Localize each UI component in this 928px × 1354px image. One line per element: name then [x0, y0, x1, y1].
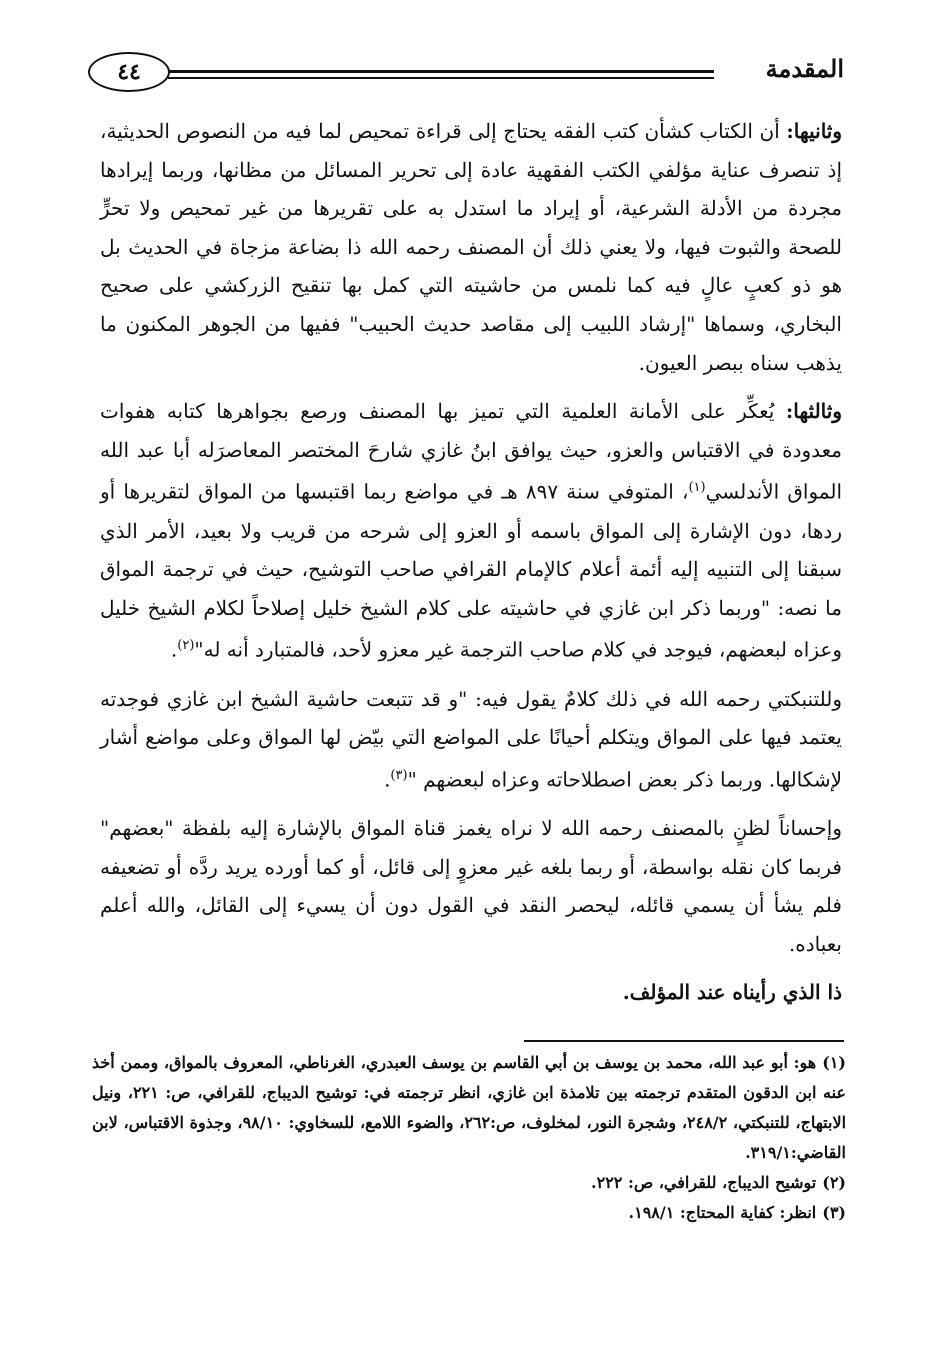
page-number: ٤٤ [117, 59, 141, 85]
paragraph-text: أن الكتاب كشأن كتب الفقه يحتاج إلى قراءة تمحيص لما فيه من النصوص الحديثية، إذ تنصرف عناية مؤلفي الكتب الفقهية عادة إلى تحرير المسائل من مظانها، وربما إيرادها مجردة من الأدلة الشرعية، أو إيراد ما استدل به على تقريرها من غير تمحيص ولا تحرٍّ للصحة والثبوت فيها، ولا يعني ذلك أن المصنف رحمه الله ذا بضاعة مزجاة في الحديث بل هو ذو كعبٍ عالٍ فيه كما نلمس من حاشيته التي كمل بها تنقيح الزركشي على صحيح البخاري، وسماها "إرشاد اللبيب إلى مقاصد حديث الحبيب" ففيها من الجوهر المكنون ما يذهب سناه ببصر العيون. [100, 119, 842, 375]
paragraph-lead: وثالثها: [785, 399, 842, 424]
paragraph [100, 680, 842, 799]
footnote-number: (٣) [822, 1203, 846, 1222]
footnote [92, 1168, 846, 1198]
paragraph [100, 112, 842, 382]
footnote-number: (١) [822, 1053, 846, 1072]
paragraph-lead: وثانيها: [786, 119, 843, 143]
footnote-text: توشيح الديباج، للقرافي، ص: ٢٢٢. [591, 1173, 817, 1192]
paragraph-text: وإحساناً لظنٍ بالمصنف رحمه الله لا نراه يغمز قناة المواق بالإشارة إليه بلفظة "بعضهم" فربما كان نقله بواسطة، أو ربما بلغه غير معزوٍ إلى قائل، أو كما أورده يريد ردَّه أو تضعيفه فلم يشأ أن يسمي قائله، ليحصر النقد في القول دون أن يسيء إلى القائل، والله أعلم بعباده. [100, 816, 842, 956]
paragraph-text: يُعكِّر على الأمانة العلمية التي تميز بها المصنف ورصع بجواهرها كتابه هفوات معدودة في الاقتباس والعزو، حيث يوافق ابنُ غازي شارحَ المختصر المعاصرَله أبا عبد الله المواق الأندلسي [100, 399, 842, 504]
page-title: المقدمة [765, 54, 844, 83]
header-rule [168, 70, 714, 73]
footnotes [92, 1048, 846, 1228]
footnote-number: (٢) [822, 1173, 846, 1192]
paragraph [100, 392, 842, 669]
paragraph-text: ، المتوفي سنة ٨٩٧ هـ في مواضع ربما اقتبسها من المواق لتقريرها أو ردها، دون الإشارة إلى المواق باسمه أو العزو إلى شرحه من قريب ولا بعيد، الأمر الذي سبقنا إلى التنبيه إليه أئمة أعلام كالإمام القرافي صاحب التوشيح، حيث في ترجمة المواق ما نصه: "وربما ذكر ابن غازي في حاشيته على كلام الشيخ خليل إصلاحاً لكلام الشيخ خليل وعزاه لبعضهم، فيوجد في كلام صاحب الترجمة غير معزو لأحد، فالمتبارد أنه له" [100, 480, 842, 663]
page-header [88, 48, 844, 108]
paragraph [100, 973, 842, 1012]
main-text [100, 112, 842, 1022]
paragraph [100, 809, 842, 963]
footnote-marker[interactable]: (١) [688, 480, 706, 496]
footnote-marker[interactable]: (٢) [177, 638, 195, 654]
paragraph-end: . [170, 638, 178, 663]
footnote-marker[interactable]: (٣) [390, 767, 408, 783]
header-rule-thin [168, 77, 714, 79]
footnote-text: انظر: كفاية المحتاج: ١٩٨/١. [628, 1203, 817, 1222]
footnote [92, 1198, 846, 1228]
footnote-separator [524, 1040, 844, 1042]
footnote-text: هو: أبو عبد الله، محمد بن يوسف بن أبي القاسم بن يوسف العبدري، الغرناطي، المعروف بالمواق، وممن أخذ عنه ابن الدقون المتقدم ترجمته بين تلامذة ابن غازي، انظر ترجمته في: توشيح الديباج، للقرافي، ص: ٢٢١، ونيل الابتهاج، للتنبكتي، ٢٤٨/٢، وشجرة النور، لمخلوف، ص:٢٦٢، والضوء اللامع، للسخاوي: ٩٨/١٠، وجذوة الاقتباس، لابن القاضي:٣١٩/١. [92, 1053, 847, 1162]
paragraph-text: وللتنبكتي رحمه الله في ذلك كلامٌ يقول فيه: "و قد تتبعت حاشية الشيخ ابن غازي فوجدته يعتمد فيها على المواق ويتكلم أحيانًا على المواضع التي بيّض لها المواق وعلى مواضع أشار لإشكالها. وربما ذكر بعض اصطلاحاته وعزاه لبعضهم " [100, 686, 842, 792]
footnote [92, 1048, 846, 1168]
page-number-badge [88, 52, 170, 92]
paragraph-text: ذا الذي رأيناه عند المؤلف. [622, 980, 842, 1005]
paragraph-end: . [384, 767, 391, 792]
